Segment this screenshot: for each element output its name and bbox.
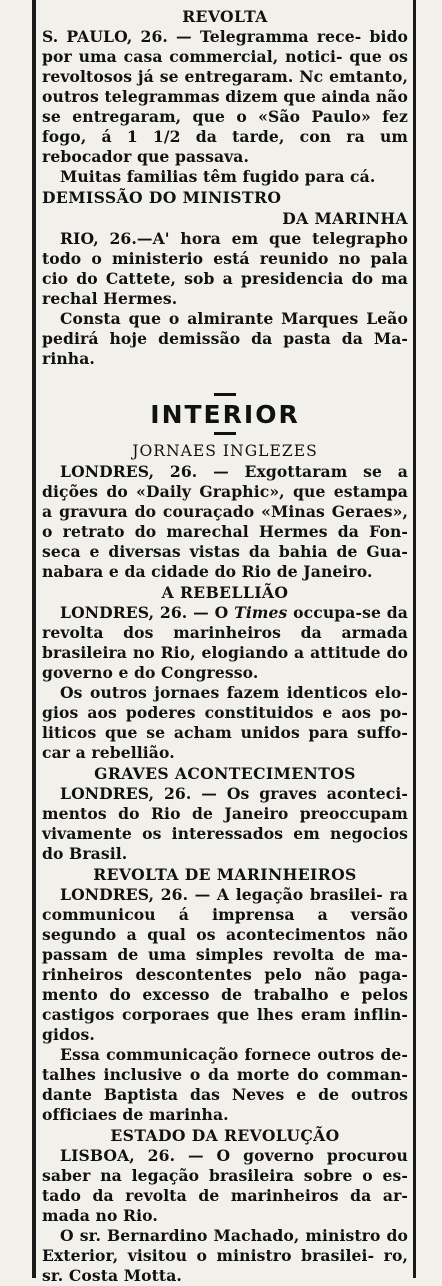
headline-revolta: REVOLTA (182, 7, 268, 26)
article-paragraph (42, 1045, 408, 1125)
text-line: dições do «Daily Graphic», que estampa (42, 482, 408, 501)
text-line: vivamente os interessados em negocios (42, 824, 408, 843)
text-line: cio do Cattete, sob a presidencia do ma (42, 269, 408, 288)
headline-demissao: DEMISSÃO DO MINISTRO (42, 188, 282, 207)
text-line: brasileira no Rio, elogiando a attitude (42, 643, 381, 662)
text-line: rechal Hermes. (42, 289, 178, 308)
section-title: INTERIOR (150, 400, 300, 429)
text-line: da revolta dos marinheiros da armada (42, 603, 409, 642)
text-line: Paulo» fez fogo, á 1 1/2 da tarde, con (42, 107, 408, 146)
text-line: ra communicou á imprensa a versão (42, 885, 408, 924)
text-line: saber na legação brasileira sobre o es- (42, 1166, 408, 1185)
text-line: rinheiros descontentes pelo não paga- (42, 965, 408, 984)
article-paragraph: Muitas familias têm fugido para cá. (60, 167, 376, 186)
text-line: segundo a qual os acontecimentos não (42, 925, 408, 944)
text-line: passam de uma simples revolta de ma- (42, 945, 408, 964)
headline-estado: ESTADO DA REVOLUÇÃO (110, 1126, 340, 1145)
text-line: mentos do Rio de Janeiro preoccupam (42, 804, 408, 823)
text-line: todo o ministerio está reunido no pala (42, 249, 408, 268)
text-line: que os revoltosos já se entregaram. Nc (42, 47, 409, 86)
headline-graves: GRAVES ACONTECIMENTOS (94, 764, 356, 783)
section-dash-top (214, 393, 236, 396)
text-line: O sr. Bernardino Machado, ministro (60, 1226, 381, 1245)
article-paragraph (42, 309, 408, 369)
headline-rebelliao: A REBELLIÃO (161, 583, 289, 602)
text-line: mada no Rio. (42, 1206, 158, 1225)
text-line: castigos corporaes que lhes eram inflin- (42, 1005, 408, 1024)
subheading-jornaes: JORNAES INGLEZES (132, 442, 318, 460)
text-line: LONDRES, 26. — Exgottaram se a (60, 462, 408, 481)
article-paragraph (42, 784, 408, 864)
newspaper-name: Times (234, 603, 288, 622)
text-line: occupa-se (287, 603, 381, 622)
text-line: do Exterior, visitou o ministro brasilei- (42, 1226, 408, 1265)
text-line: a gravura do couraçado «Minas Geraes», (42, 502, 408, 521)
article-paragraph (42, 229, 408, 309)
text-line: Essa communicação fornece outros de- (60, 1045, 408, 1064)
article-paragraph (42, 1146, 408, 1226)
headline-demissao-2: DA MARINHA (282, 209, 408, 228)
article-paragraph (42, 885, 408, 1045)
text-line: mento do excesso de trabalho e pelos (42, 985, 408, 1004)
right-column-rule (413, 0, 416, 1278)
text-line: officiaes de marinha. (42, 1105, 229, 1124)
article-paragraph (42, 462, 408, 582)
section-dash-bottom (214, 432, 236, 435)
text-line: liticos que se acham unidos para suffo- (42, 723, 408, 742)
text-line: Os outros jornaes fazem identicos elo- (60, 683, 408, 702)
article-paragraph (42, 683, 408, 763)
text-line: emtanto, outros telegrammas dizem que (42, 67, 409, 106)
article-paragraph (42, 603, 408, 683)
left-column-rule (32, 0, 36, 1278)
text-line: RIO, 26.—A' hora em que telegrapho (60, 229, 408, 248)
text-line: talhes inclusive o da morte do comman- (42, 1065, 408, 1084)
text-line: LONDRES, 26. — A legação brasilei- (60, 885, 383, 904)
text-line: LISBOA, 26. — O governo procurou (60, 1146, 408, 1165)
text-line: gidos. (42, 1025, 95, 1044)
text-line: dante Baptista das Neves e de outros (42, 1085, 408, 1104)
text-line: car a rebellião. (42, 743, 175, 762)
text-line: tado da revolta de marinheiros da ar- (42, 1186, 408, 1205)
text-line: o retrato do marechal Hermes da Fon- (42, 522, 408, 541)
text-line: Consta que o almirante Marques Leão (60, 309, 408, 328)
text-line: rinha. (42, 349, 95, 368)
text-line: do governo e do Congresso. (42, 643, 409, 682)
article-paragraph (42, 1226, 408, 1286)
article-paragraph (42, 27, 408, 167)
text-line: ainda não se entregaram, que o «São (42, 87, 408, 126)
text-line: bido por uma casa commercial, notici- (42, 27, 409, 66)
text-line: do Brasil. (42, 844, 128, 863)
text-line: ro, sr. Costa Motta. (42, 1246, 408, 1285)
headline-revolta-marinheiros: REVOLTA DE MARINHEIROS (93, 865, 357, 884)
text-line: nabara e da cidade do Rio de Janeiro. (42, 562, 373, 581)
text-line: LONDRES, 26. — O (60, 603, 235, 622)
text-column (42, 6, 408, 1286)
text-line: seca e diversas vistas da bahia de Gua- (42, 542, 408, 561)
text-line: gios aos poderes constituidos e aos po- (42, 703, 408, 722)
text-line: S. PAULO, 26. — Telegramma rece- (42, 27, 362, 46)
text-line: LONDRES, 26. — Os graves aconteci- (60, 784, 408, 803)
text-line: ra um rebocador que passava. (42, 127, 408, 166)
text-line: pedirá hoje demissão da pasta da Ma- (42, 329, 408, 348)
